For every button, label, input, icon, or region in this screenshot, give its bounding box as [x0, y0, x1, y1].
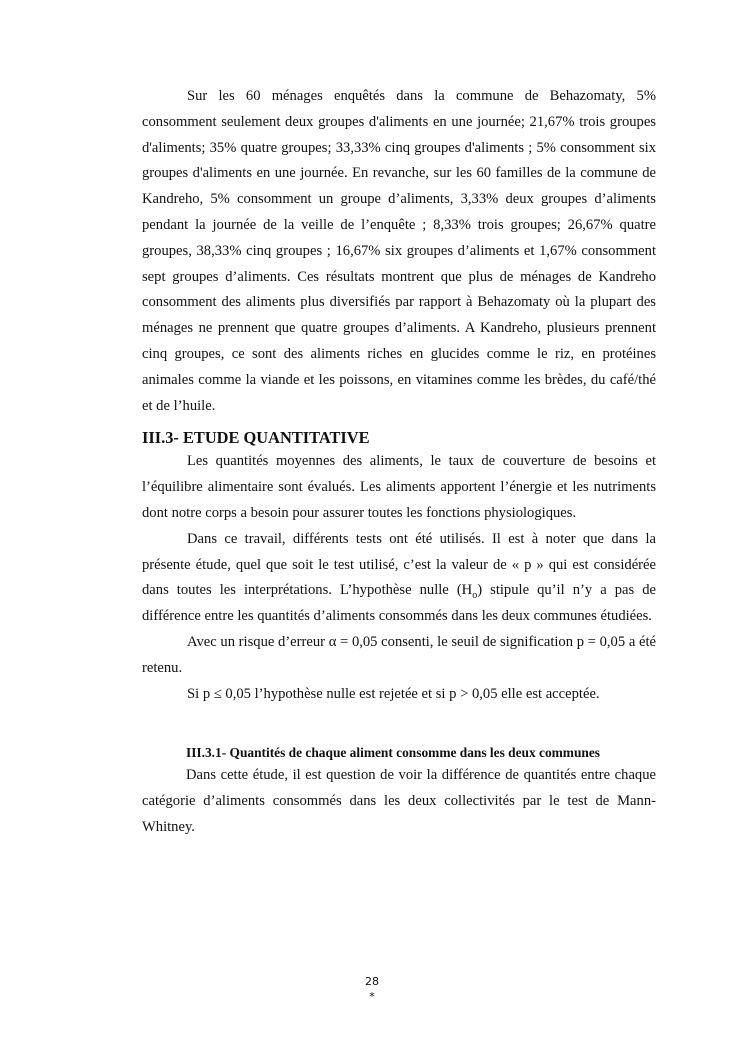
subscript-o: o	[472, 590, 478, 602]
spacer	[142, 707, 656, 743]
footer-mark: *	[369, 990, 375, 1003]
paragraph-dietary-diversity: Sur les 60 ménages enquêtés dans la commune de Behazomaty, 5% consomment seulement deux groupes d'aliments en une journée; 21,67% trois groupes d'aliments; 35% quatre groupes; 33,33% cinq groupes d'aliments ; 5% consomment six groupes d'aliments en une journée. En revanche, sur les 60 familles de la commune de Kandreho, 5% consomment un groupe d’aliments, 3,33% deux groupes d’aliments pendant la journée de la veille de l’enquête ; 8,33% trois groupes; 26,67% quatre groupes, 38,33% cinq groupes ; 16,67% six groupes d’aliments et 1,67% consomment sept groupes d’aliments. Ces résultats montrent que plus de ménages de Kandreho consomment des aliments plus diversifiés par rapport à Behazomaty où la plupart des ménages ne prennent que quatre groupes d’aliments. A Kandreho, plusieurs prennent cinq groupes, ce sont des aliments riches en glucides comme le riz, en protéines animales comme la viande et les poissons, en vitamines comme les brèdes, du café/thé et de l’huile.	[142, 88, 656, 414]
paragraph-mann-whitney: Dans cette étude, il est question de voir la différence de quantités entre chaque catégorie d’aliments consommés dans les deux collectivités par le test de Mann-Whitney.	[142, 767, 656, 835]
page-footer	[0, 974, 744, 1004]
subsection-heading: III.3.1- Quantités de chaque aliment consomme dans les deux communes	[186, 745, 601, 761]
paragraph-quantities-intro: Les quantités moyennes des aliments, le taux de couverture de besoins et l’équilibre alimentaire sont évalués. Les aliments apportent l’énergie et les nutriments dont notre corps a besoin pour assurer toutes les fonctions physiologiques.	[142, 453, 656, 521]
paragraph-risk: Avec un risque d’erreur α = 0,05 consenti, le seuil de signification p = 0,05 a été retenu.	[142, 633, 656, 676]
paragraph-tests-part1: Dans ce travail, différents tests ont été utilisés. Il est à noter que dans la présente étude, quel que soit le test utilisé, c’est la valeur de « p » qui est considérée dans toutes les interprétations. L’hypothèse nulle (H	[142, 530, 656, 599]
paragraph-tests-part2: ) stipule qu’il n’y a pas de différence entre les quantités d’aliments consommés dans les deux communes étudiées.	[142, 582, 657, 625]
section-heading: III.3- ETUDE QUANTITATIVE	[142, 428, 370, 448]
paragraph-tests	[142, 527, 656, 630]
document-body	[142, 84, 656, 841]
page-number: 28	[365, 975, 379, 988]
paragraph-decision-rule: Si p ≤ 0,05 l’hypothèse nulle est rejetée et si p > 0,05 elle est acceptée.	[187, 685, 600, 702]
